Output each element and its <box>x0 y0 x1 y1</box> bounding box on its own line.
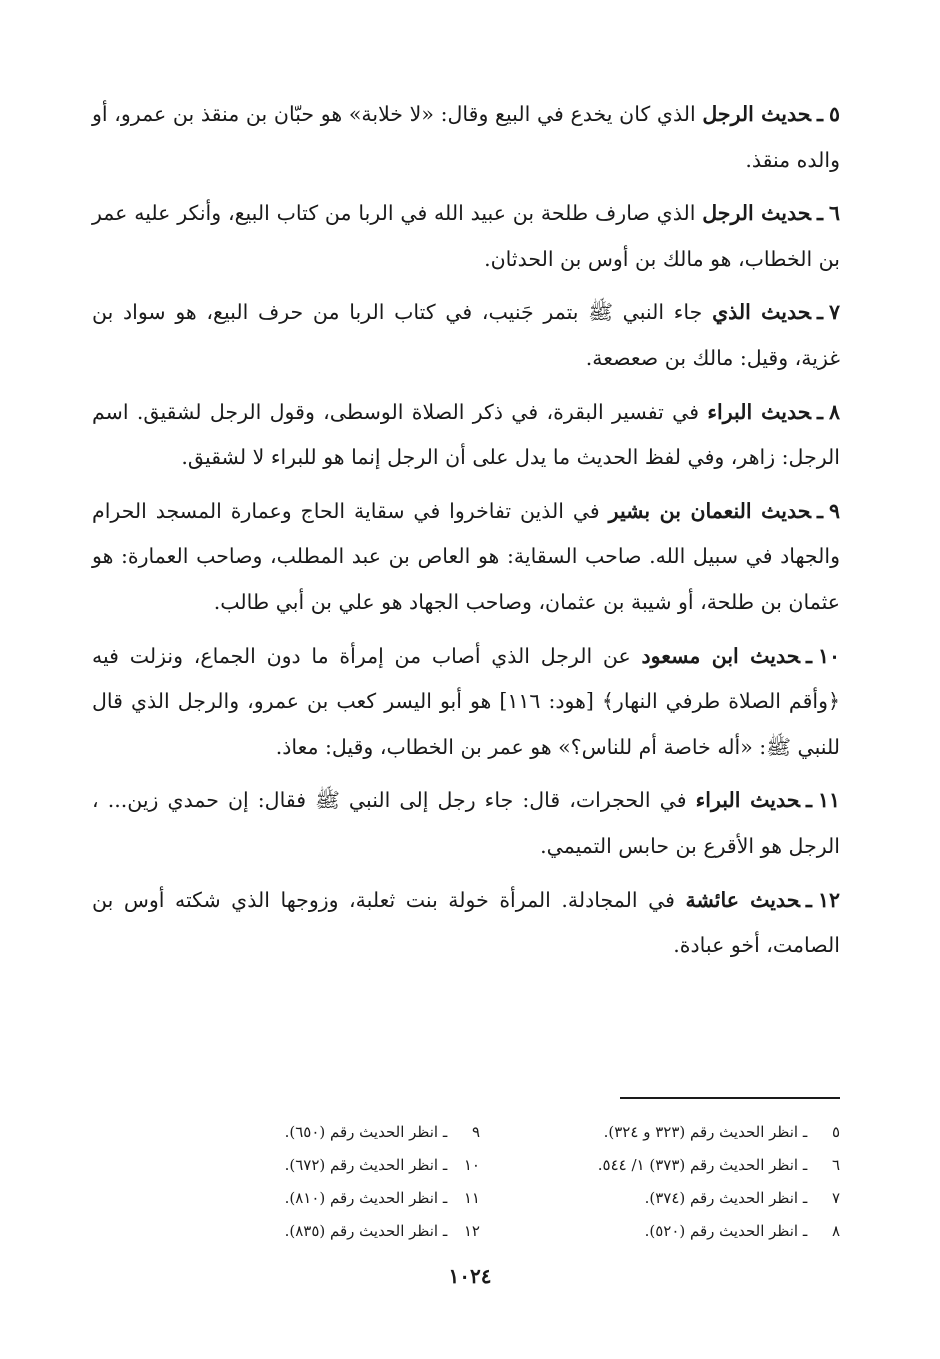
hadith-lead: حديث البراء <box>707 399 811 424</box>
hadith-lead: حديث الرجل <box>702 201 811 226</box>
footnote-separator <box>620 1097 840 1099</box>
footnote-text: انظر الحديث رقم (٣٧٤). <box>644 1189 799 1207</box>
hadith-text: الذي صارف طلحة بن عبيد الله في الربا من كتاب البيع، وأنكر عليه عمر بن الخطاب، هو مالك بن أوس بن الحدثان. <box>92 201 840 271</box>
footnote-text: انظر الحديث رقم (٨١٠). <box>284 1189 439 1207</box>
footnote: ١٢ ـ انظر الحديث رقم (٨٣٥). <box>150 1215 480 1248</box>
hadith-number: ١٠ <box>817 643 840 668</box>
footnote-number: ١٠ <box>463 1156 480 1174</box>
hadith-item: ٨ـحديث البراء في تفسير البقرة، في ذكر الصلاة الوسطى، وقول الرجل لشقيق. اسم الرجل: زاهر، وفي لفظ الحديث ما يدل على أن الرجل إنما هو للبراء لا لشقيق. <box>92 399 840 470</box>
hadith-number: ٩ <box>828 498 840 523</box>
hadith-item: ٥ـحديث الرجل الذي كان يخدع في البيع وقال: «لا خلابة» هو حبّان بن منقذ بن عمرو، أو والده منقذ. <box>92 102 840 172</box>
hadith-text: جاء النبي ﷺ بتمر جَنيب، في كتاب الربا من حرف البيع، هو سواد بن غزية، وقيل: مالك بن صعصعة. <box>92 300 840 370</box>
footnotes-column-left <box>150 1116 480 1248</box>
hadith-number: ٧ <box>828 300 840 325</box>
footnote: ٦ ـ انظر الحديث رقم (٣٧٣) ١/ ٥٤٤. <box>480 1149 840 1182</box>
hadith-lead: حديث النعمان بن بشير <box>608 498 811 523</box>
footnote-number: ٦ <box>831 1156 840 1174</box>
footnote: ٧ ـ انظر الحديث رقم (٣٧٤). <box>480 1182 840 1215</box>
hadith-lead: حديث الذي <box>712 300 811 325</box>
footnote: ١٠ ـ انظر الحديث رقم (٦٧٢). <box>150 1149 480 1182</box>
footnote-text: انظر الحديث رقم (٦٧٢). <box>284 1156 439 1174</box>
hadith-text: في تفسير البقرة، في ذكر الصلاة الوسطى، وقول الرجل لشقيق. اسم الرجل: زاهر، وفي لفظ الحديث ما يدل على أن الرجل إنما هو للبراء لا لشقيق. <box>92 399 840 470</box>
hadith-list <box>92 92 840 977</box>
hadith-text: في المجادلة. المرأة خولة بنت ثعلبة، وزوجها الذي شكته أوس بن الصامت، أخو عبادة. <box>92 887 840 958</box>
footnote: ٩ ـ انظر الحديث رقم (٦٥٠). <box>150 1116 480 1149</box>
footnote-number: ١٢ <box>463 1222 480 1240</box>
hadith-text: في الحجرات، قال: جاء رجل إلى النبي ﷺ فقال: إن حمدي زين... ، الرجل هو الأقرع بن حابس التميمي. <box>92 788 840 858</box>
page-number: ١٠٢٤ <box>448 1264 492 1288</box>
footnote: ٥ ـ انظر الحديث رقم (٣٢٣ و ٣٢٤). <box>480 1116 840 1149</box>
hadith-item: ١٢ـحديث عائشة في المجادلة. المرأة خولة بنت ثعلبة، وزوجها الذي شكته أوس بن الصامت، أخو عبادة. <box>92 887 840 958</box>
footnote-text: انظر الحديث رقم (٨٣٥). <box>284 1222 439 1240</box>
hadith-text: عن الرجل الذي أصاب من إمرأة ما دون الجماع، ونزلت فيه ﴿وأقم الصلاة طرفي النهار﴾ [هود: ١١٦] هو أبو اليسر كعب بن عمرو، والرجل الذي قال للنبي ﷺ: «أله خاصة أم للناس؟» هو عمر بن الخطاب، وقيل: معاذ. <box>92 643 840 759</box>
footnote-text: انظر الحديث رقم (٣٢٣ و ٣٢٤). <box>603 1123 799 1141</box>
hadith-number: ٨ <box>828 399 840 424</box>
hadith-lead: حديث ابن مسعود <box>641 643 800 668</box>
footnote-number: ٥ <box>831 1123 840 1141</box>
hadith-item: ٧ـحديث الذي جاء النبي ﷺ بتمر جَنيب، في كتاب الربا من حرف البيع، هو سواد بن غزية، وقيل: مالك بن صعصعة. <box>92 300 840 370</box>
footnote-number: ٨ <box>831 1222 840 1240</box>
hadith-lead: حديث عائشة <box>685 887 800 912</box>
hadith-text: الذي كان يخدع في البيع وقال: «لا خلابة» هو حبّان بن منقذ بن عمرو، أو والده منقذ. <box>92 102 840 172</box>
footnotes-column-right <box>480 1116 840 1248</box>
hadith-number: ٦ <box>828 201 840 226</box>
hadith-number: ١٢ <box>817 887 840 912</box>
hadith-lead: حديث البراء <box>695 788 800 813</box>
hadith-item: ٩ـحديث النعمان بن بشير في الذين تفاخروا في سقاية الحاج وعمارة المسجد الحرام والجهاد في سبيل الله. صاحب السقاية: هو العاص بن عبد المطلب، وصاحب العمارة: هو عثمان بن طلحة، أو شيبة بن عثمان، وصاحب الجهاد هو علي بن أبي طالب. <box>92 498 840 614</box>
footnote-text: انظر الحديث رقم (٦٥٠). <box>284 1123 439 1141</box>
footnote: ١١ ـ انظر الحديث رقم (٨١٠). <box>150 1182 480 1215</box>
hadith-text: في الذين تفاخروا في سقاية الحاج وعمارة المسجد الحرام والجهاد في سبيل الله. صاحب السقاية: هو العاص بن عبد المطلب، وصاحب العمارة: هو عثمان بن طلحة، أو شيبة بن عثمان، وصاحب الجهاد هو علي بن أبي طالب. <box>92 498 840 614</box>
footnote-text: انظر الحديث رقم (٥٢٠). <box>644 1222 799 1240</box>
hadith-number: ١١ <box>817 788 840 813</box>
footnote-number: ٩ <box>471 1123 480 1141</box>
footnote-number: ٧ <box>831 1189 840 1207</box>
hadith-item: ١١ـحديث البراء في الحجرات، قال: جاء رجل إلى النبي ﷺ فقال: إن حمدي زين... ، الرجل هو الأقرع بن حابس التميمي. <box>92 788 840 858</box>
footnote: ٨ ـ انظر الحديث رقم (٥٢٠). <box>480 1215 840 1248</box>
hadith-lead: حديث الرجل <box>702 102 811 126</box>
hadith-item: ٦ـحديث الرجل الذي صارف طلحة بن عبيد الله في الربا من كتاب البيع، وأنكر عليه عمر بن الخطاب، هو مالك بن أوس بن الحدثان. <box>92 201 840 271</box>
hadith-item: ١٠ـحديث ابن مسعود عن الرجل الذي أصاب من إمرأة ما دون الجماع، ونزلت فيه ﴿وأقم الصلاة طرفي النهار﴾ [هود: ١١٦] هو أبو اليسر كعب بن عمرو، والرجل الذي قال للنبي ﷺ: «أله خاصة أم للناس؟» هو عمر بن الخطاب، وقيل: معاذ. <box>92 643 840 759</box>
hadith-number: ٥ <box>828 102 840 126</box>
footnote-text: انظر الحديث رقم (٣٧٣) ١/ ٥٤٤. <box>597 1156 799 1174</box>
footnote-number: ١١ <box>463 1189 480 1207</box>
